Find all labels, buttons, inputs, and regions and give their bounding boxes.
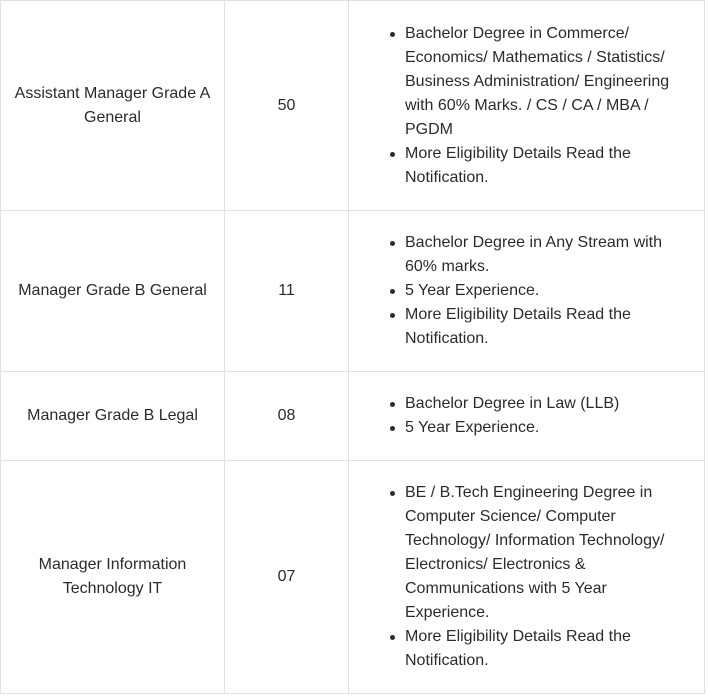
post-name-cell: Manager Grade B General — [1, 211, 225, 372]
eligibility-item: More Eligibility Details Read the Notification. — [405, 303, 704, 351]
vacancy-count-cell: 07 — [225, 461, 349, 694]
eligibility-list — [349, 481, 704, 673]
eligibility-item: BE / B.Tech Engineering Degree in Computer Science/ Computer Technology/ Information Technology/ Electronics/ Electronics & Communications with 5 Year Experience. — [405, 481, 704, 625]
table-row — [1, 1, 705, 211]
eligibility-cell — [349, 1, 705, 211]
vacancy-count-cell: 11 — [225, 211, 349, 372]
eligibility-cell — [349, 461, 705, 694]
eligibility-cell — [349, 372, 705, 461]
eligibility-item: Bachelor Degree in Any Stream with 60% marks. — [405, 231, 704, 279]
post-name-cell: Assistant Manager Grade A General — [1, 1, 225, 211]
eligibility-list — [349, 22, 704, 190]
eligibility-list — [349, 231, 704, 351]
eligibility-item: 5 Year Experience. — [405, 279, 704, 303]
eligibility-item: Bachelor Degree in Commerce/ Economics/ Mathematics / Statistics/ Business Administration/ Engineering with 60% Marks. / CS / CA / MBA / PGDM — [405, 22, 704, 142]
eligibility-cell — [349, 211, 705, 372]
post-name-cell: Manager Grade B Legal — [1, 372, 225, 461]
table-row — [1, 461, 705, 694]
eligibility-item: Bachelor Degree in Law (LLB) — [405, 392, 704, 416]
vacancy-count-cell: 08 — [225, 372, 349, 461]
post-name-cell: Manager Information Technology IT — [1, 461, 225, 694]
eligibility-list — [349, 392, 704, 440]
table-row — [1, 372, 705, 461]
vacancy-count-cell: 50 — [225, 1, 349, 211]
eligibility-item: 5 Year Experience. — [405, 416, 704, 440]
table-row — [1, 211, 705, 372]
eligibility-item: More Eligibility Details Read the Notification. — [405, 625, 704, 673]
eligibility-item: More Eligibility Details Read the Notification. — [405, 142, 704, 190]
